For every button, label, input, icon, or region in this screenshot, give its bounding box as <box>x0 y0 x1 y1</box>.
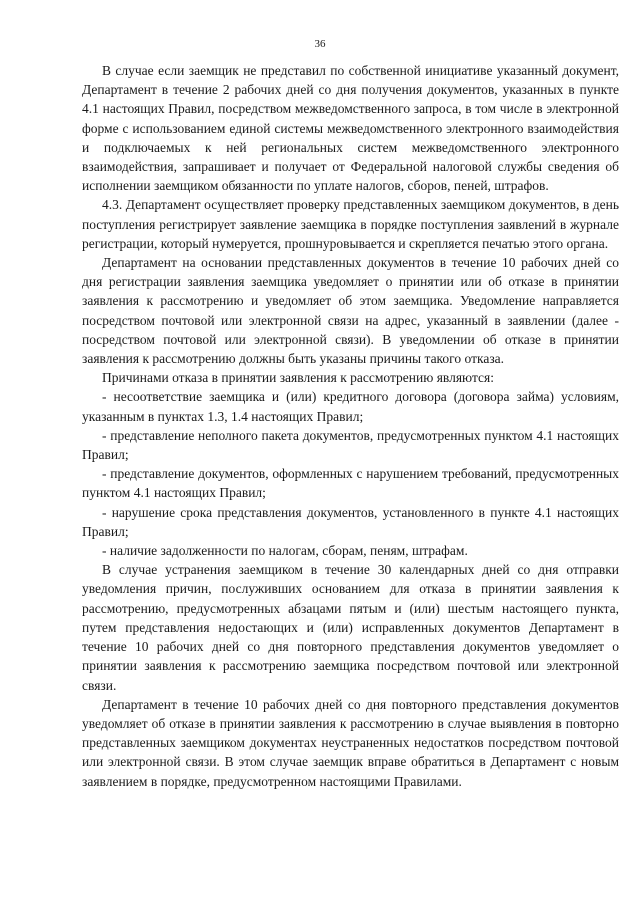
page-number: 36 <box>314 38 326 50</box>
paragraph-defect-correction: В случае устранения заемщиком в течение 30 календарных дней со дня отправки уведомления причин, послуживших основанием для отказа в принятии заявления к рассмотрению, предусмотренных абзацами пятым и (или) шестым настоящего пункта, путем представления недостающих и (или) исправленных документов Департамент в течение 10 рабочих дней со дня повторного представления документов уведомляет о принятии заявления к рассмотрению заемщика посредством почтовой или электронной связи. <box>82 562 619 693</box>
document-body <box>82 61 619 791</box>
list-item-tax-debt: - наличие задолженности по налогам, сборам, пеням, штрафам. <box>102 543 468 559</box>
list-item-incomplete-package: - представление неполного пакета документов, предусмотренных пунктом 4.1 настоящих Правил; <box>82 427 619 463</box>
paragraph-repeat-refusal: Департамент в течение 10 рабочих дней со дня повторного представления документов уведомляет об отказе в принятии заявления к рассмотрению в случае выявления в повторно представленных заемщиком документах неустраненных недостатков посредством почтовой или электронной связи. В этом случае заемщик вправе обратиться в Департамент с новым заявлением в порядке, предусмотренном настоящими Правилами. <box>82 696 619 789</box>
paragraph-interagency-request: В случае если заемщик не представил по собственной инициативе указанный документ, Департамент в течение 2 рабочих дней со дня получения документов, указанных в пункте 4.1 настоящих Правил, посредством межведомственного запроса, в том числе в электронной форме с использованием единой системы межведомственного электронного взаимодействия и подключаемых к ней региональных систем межведомственного электронного взаимодействия, запрашивает и получает от Федеральной налоговой службы сведения об исполнении заемщиком обязанности по уплате налогов, сборов, пеней, штрафов. <box>82 63 619 194</box>
list-item-deadline-violation: - нарушение срока представления документов, установленного в пункте 4.1 настоящих Правил; <box>82 504 619 539</box>
paragraph-acceptance-notice: Департамент на основании представленных документов в течение 10 рабочих дней со дня регистрации заявления заемщика уведомляет о принятии или об отказе в принятии заявления к рассмотрению и уведомляет об этом заемщика. Уведомление направляется посредством почтовой или электронной связи на адрес, указанный в заявлении (далее - посредством почтовой или электронной связи). В уведомлении об отказе в принятии заявления к рассмотрению должны быть указаны причины такого отказа. <box>82 255 619 367</box>
paragraph-refusal-reasons-intro: Причинами отказа в принятии заявления к рассмотрению являются: <box>102 370 494 386</box>
list-item-nonconformity: - несоответствие заемщика и (или) кредитного договора (договора займа) условиям, указанным в пунктах 1.3, 1.4 настоящих Правил; <box>82 389 619 424</box>
list-item-improper-documents: - представление документов, оформленных с нарушением требований, предусмотренных пунктом 4.1 настоящих Правил; <box>82 466 619 501</box>
paragraph-4-3-document-check: 4.3. Департамент осуществляет проверку представленных заемщиком документов, в день поступления регистрирует заявление заемщика в порядке поступления заявлений в журнале регистрации, который нумеруется, прошнуровывается и скрепляется печатью этого органа. <box>82 197 619 251</box>
